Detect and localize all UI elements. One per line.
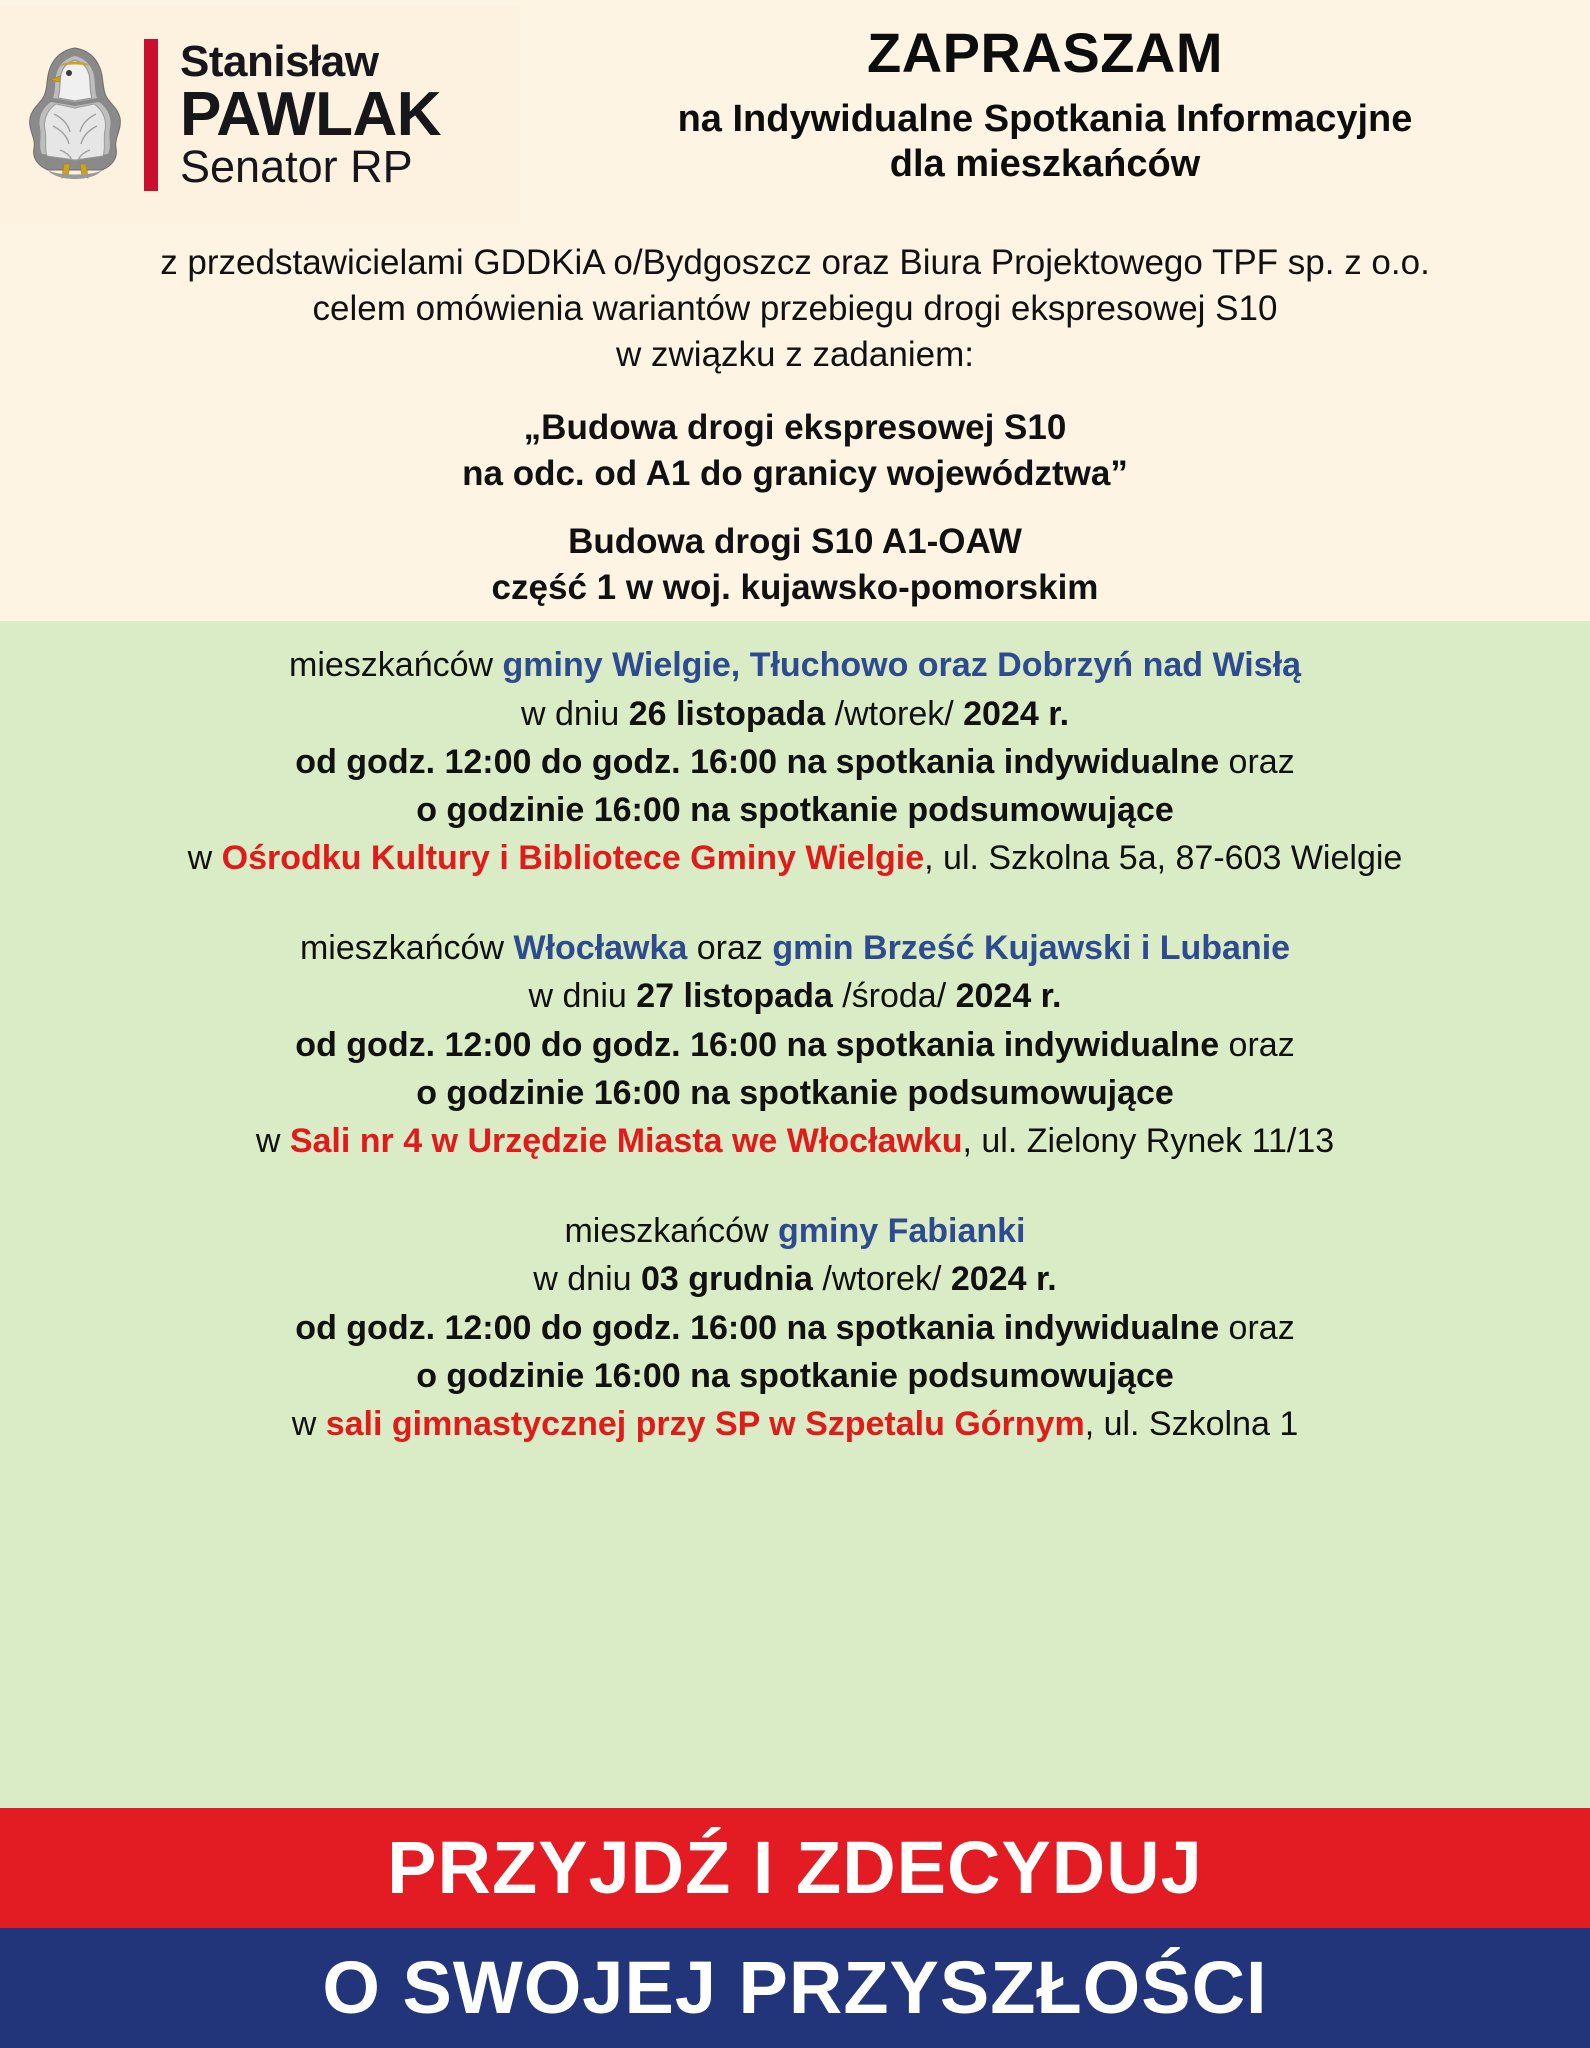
meeting-hours (20, 740, 1570, 784)
invite-subtitle-line2: dla mieszkańców (889, 143, 1201, 186)
meeting-venue-address: , ul. Szkolna 1 (1084, 1404, 1299, 1443)
meeting-audience-highlight-2: gmin Brześć Kujawski i Lubanie (772, 929, 1291, 968)
meeting-audience (20, 1209, 1570, 1253)
meeting-date-weekday: /wtorek/ (812, 1260, 951, 1299)
senator-name-block (180, 37, 442, 193)
meeting-venue-name: Sali nr 4 w Urzędzie Miasta we Włocławku (289, 1122, 963, 1160)
meeting-summary: o godzinie 16:00 na spotkanie podsumowujące (416, 1356, 1174, 1395)
meeting-hours-suffix: oraz (1219, 742, 1295, 781)
meeting-date-prefix: w dniu (528, 977, 637, 1016)
intro-section (0, 228, 1590, 621)
invite-title: ZAPRASZAM (866, 21, 1224, 84)
meeting-summary: o godzinie 16:00 na spotkanie podsumowujące (416, 1073, 1174, 1112)
invite-heading (520, 6, 1590, 188)
meeting-date-weekday: /wtorek/ (825, 694, 964, 733)
meeting-hours-suffix: oraz (1219, 1025, 1295, 1064)
meeting-venue-address: , ul. Zielony Rynek 11/13 (962, 1122, 1335, 1160)
meeting-item (20, 1209, 1570, 1446)
meeting-date-year: 2024 r. (963, 694, 1070, 733)
call-to-action-banner-blue: O SWOJEJ PRZYSZŁOŚCI (0, 1928, 1590, 2048)
meeting-date-prefix: w dniu (520, 694, 629, 733)
logo-accent-bar (144, 39, 158, 191)
call-to-action-banner-red: PRZYJDŹ I ZDECYDUJ (0, 1808, 1590, 1928)
meeting-venue-prefix: w (291, 1404, 326, 1443)
meeting-date-value: 03 grudnia (640, 1260, 813, 1299)
meeting-audience (20, 643, 1570, 687)
project-title-line1: „Budowa drogi ekspresowej S10 (523, 407, 1067, 447)
project-subtitle (30, 519, 1560, 611)
meeting-date (20, 692, 1570, 736)
senator-logo (0, 6, 520, 224)
meeting-venue-prefix: w (255, 1122, 290, 1160)
intro-line-1: z przedstawicielami GDDKiA o/Bydgoszcz oraz Biura Projektowego TPF sp. z o.o. (160, 243, 1430, 282)
meeting-audience-middle: oraz (687, 929, 773, 968)
meeting-venue (20, 1119, 1570, 1163)
meeting-hours-main: od godz. 12:00 do godz. 16:00 na spotkania indywidualne (295, 742, 1220, 781)
meeting-item (20, 926, 1570, 1163)
meeting-audience-prefix: mieszkańców (564, 1212, 778, 1251)
project-subtitle-line2: część 1 w woj. kujawsko-pomorskim (491, 568, 1099, 608)
meeting-audience-highlight: gminy Wielgie, Tłuchowo oraz Dobrzyń nad Wisłą (502, 646, 1301, 685)
meeting-item (20, 643, 1570, 880)
meeting-date-year: 2024 r. (955, 977, 1062, 1016)
meeting-venue-name: Ośrodku Kultury i Bibliotece Gminy Wielgie (221, 839, 925, 878)
meeting-venue-name: sali gimnastycznej przy SP w Szpetalu Górnym (325, 1404, 1085, 1443)
project-subtitle-line1: Budowa drogi S10 A1-OAW (568, 521, 1022, 561)
meeting-hours (20, 1306, 1570, 1350)
polish-eagle-emblem-icon (20, 40, 130, 190)
meeting-summary: o godzinie 16:00 na spotkanie podsumowujące (416, 790, 1174, 829)
meeting-date-prefix: w dniu (533, 1260, 641, 1299)
invite-subtitle-line1: na Indywidualne Spotkania Informacyjne (677, 97, 1413, 140)
meeting-date-value: 26 listopada (628, 694, 826, 733)
senator-last-name: PAWLAK (180, 79, 442, 149)
senator-role: Senator RP (180, 141, 413, 193)
meeting-date-weekday: /środa/ (832, 977, 956, 1016)
meeting-venue-prefix: w (187, 839, 222, 878)
meeting-audience-prefix: mieszkańców (299, 929, 514, 968)
project-title-line2: na odc. od A1 do granicy województwa” (462, 453, 1128, 493)
meetings-section (0, 621, 1590, 1808)
meeting-audience (20, 926, 1570, 970)
intro-line-2: celem omówienia wariantów przebiegu drogi ekspresowej S10 (312, 289, 1278, 329)
meeting-date-value: 27 listopada (636, 977, 833, 1016)
intro-line-3: w związku z zadaniem: (616, 335, 974, 375)
meeting-hours-main: od godz. 12:00 do godz. 16:00 na spotkania indywidualne (295, 1308, 1220, 1347)
meeting-hours (20, 1023, 1570, 1067)
meeting-audience-highlight: gminy Fabianki (778, 1212, 1026, 1251)
project-title (30, 405, 1560, 497)
meeting-venue (20, 836, 1570, 880)
meeting-date (20, 1257, 1570, 1301)
meeting-hours-main: od godz. 12:00 do godz. 16:00 na spotkania indywidualne (295, 1025, 1220, 1064)
meeting-audience-prefix: mieszkańców (289, 646, 503, 685)
meeting-venue (20, 1402, 1570, 1446)
meeting-hours-suffix: oraz (1219, 1308, 1295, 1347)
meeting-date-year: 2024 r. (950, 1260, 1057, 1299)
meeting-audience-highlight: Włocławka (513, 929, 688, 968)
senator-first-name: Stanisław (180, 37, 379, 86)
meeting-date (20, 974, 1570, 1018)
poster-header (0, 0, 1590, 228)
meeting-venue-address: , ul. Szkolna 5a, 87-603 Wielgie (924, 839, 1403, 878)
